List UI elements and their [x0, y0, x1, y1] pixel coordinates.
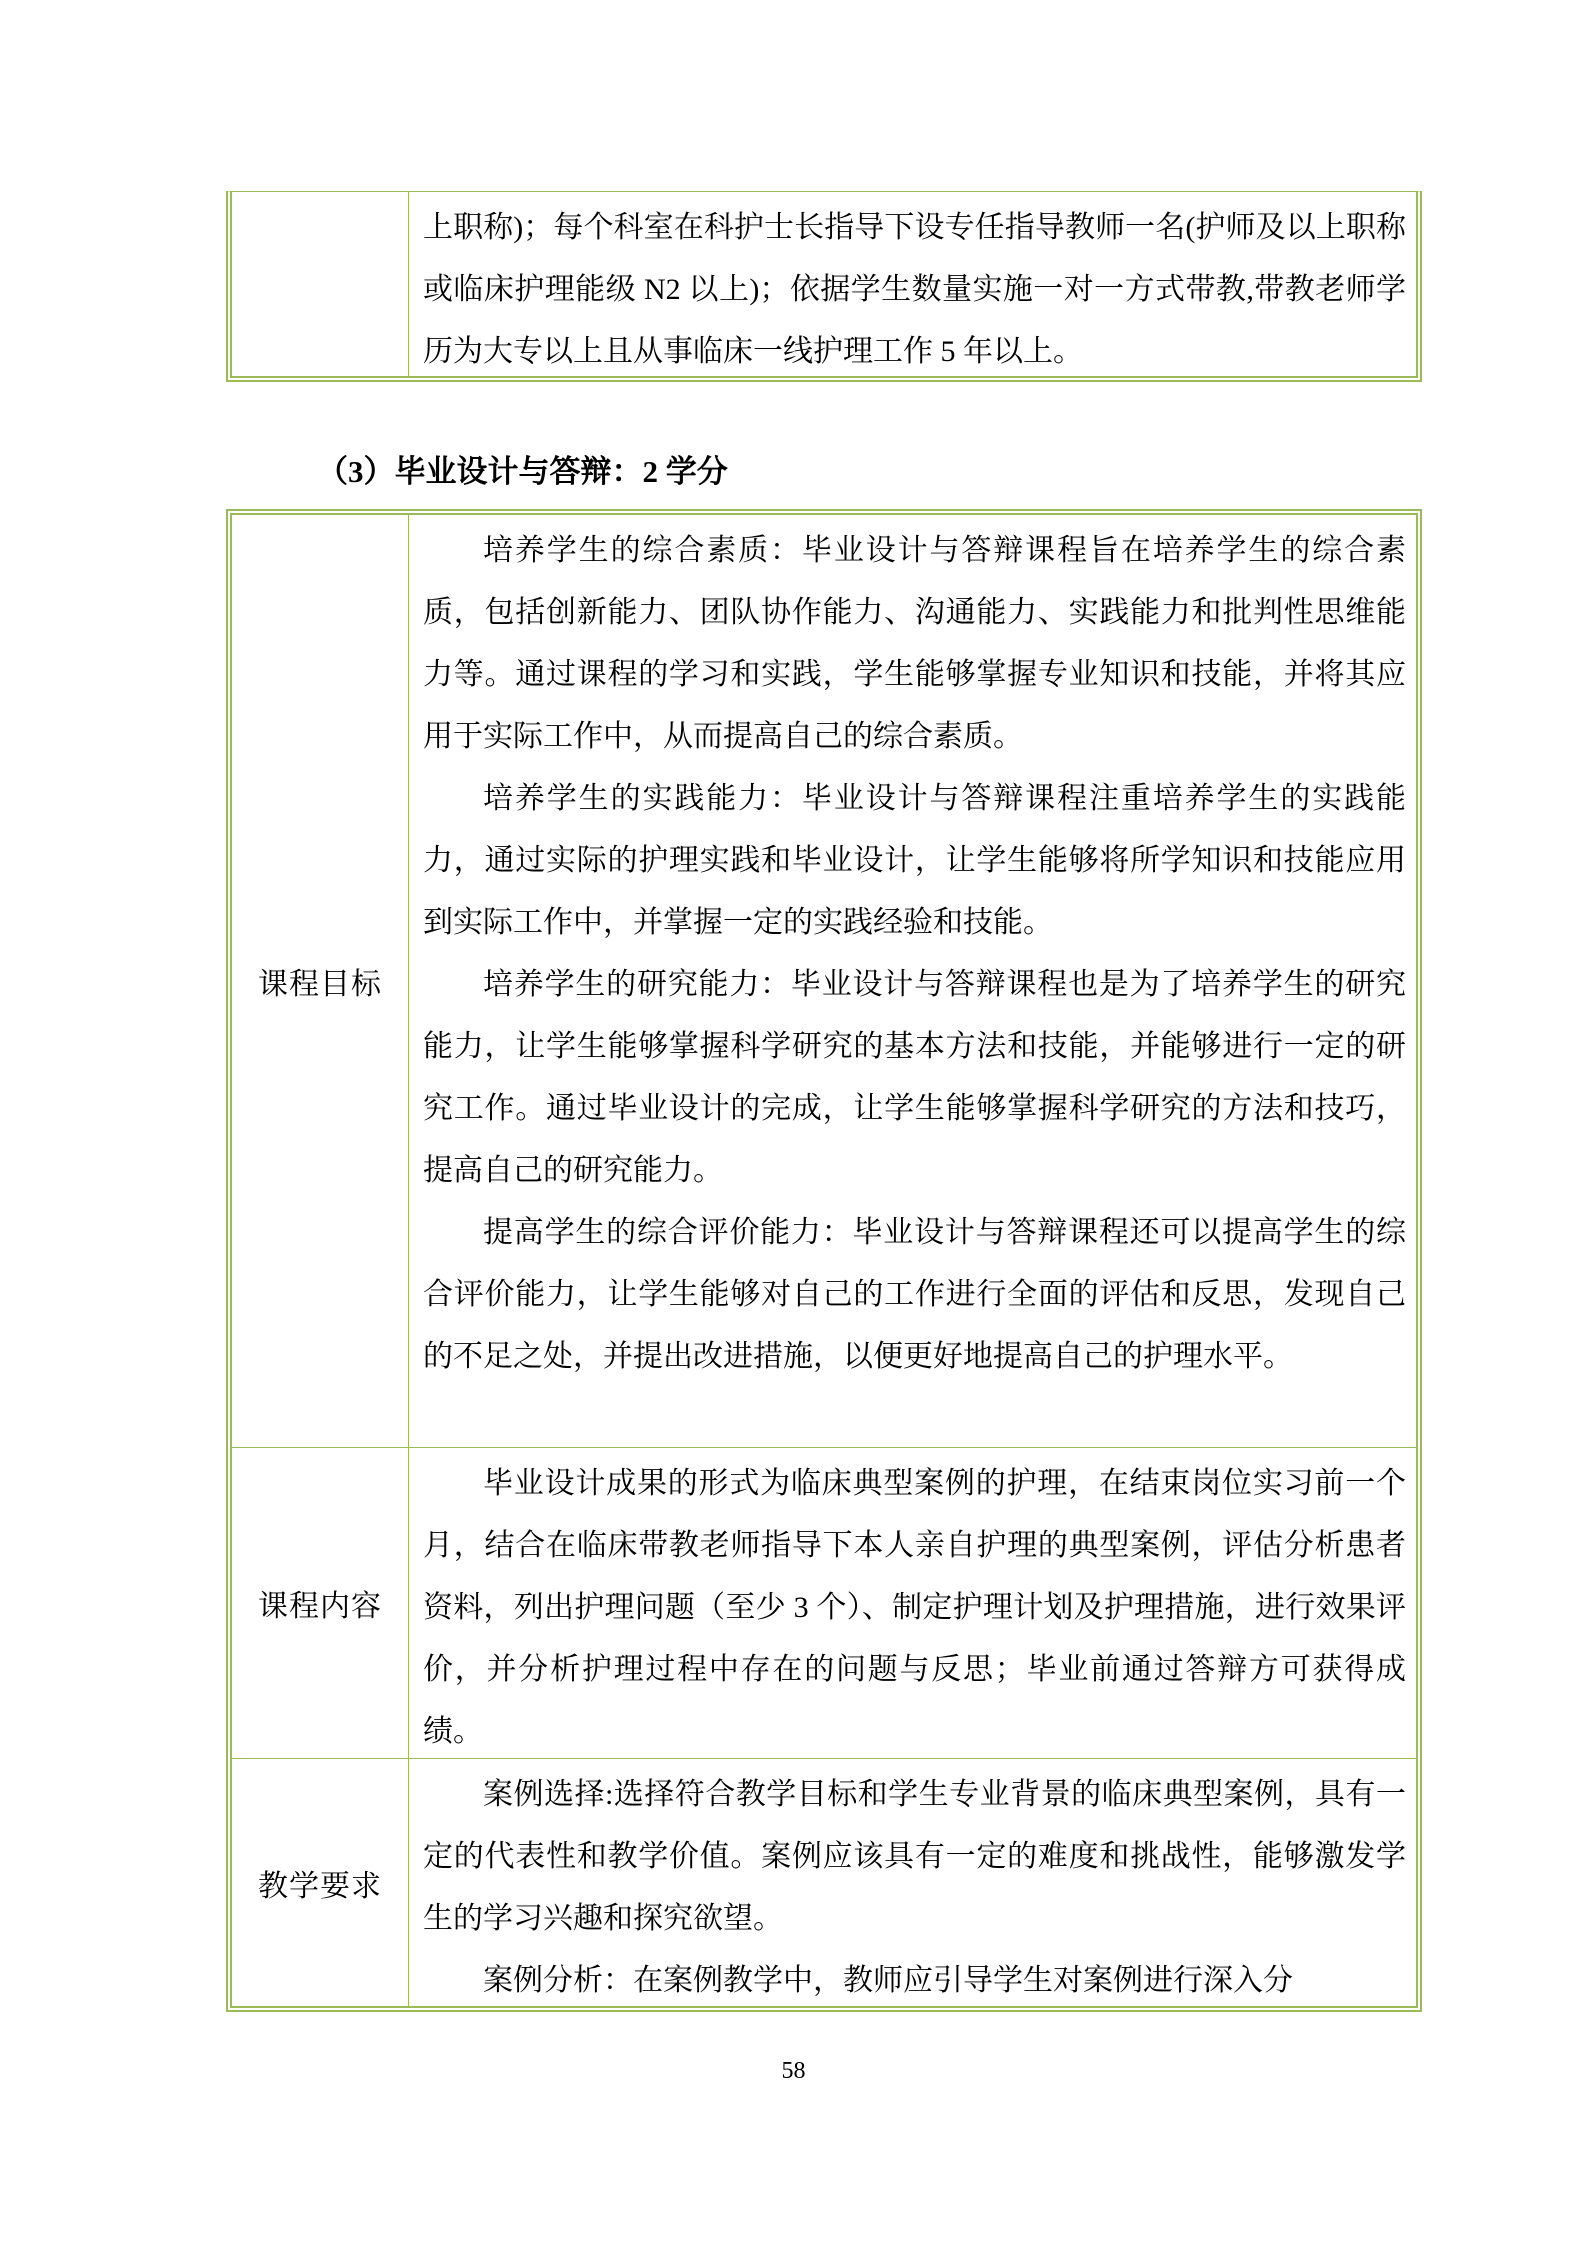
- paragraph: 培养学生的实践能力：毕业设计与答辩课程注重培养学生的实践能力，通过实际的护理实践和毕业设计，让学生能够将所学知识和技能应用到实际工作中，并掌握一定的实践经验和技能。: [423, 782, 1406, 939]
- paragraph: 培养学生的研究能力：毕业设计与答辩课程也是为了培养学生的研究能力，让学生能够掌握科学研究的基本方法和技能，并能够进行一定的研究工作。通过毕业设计的完成，让学生能够掌握科学研究的方法和技巧，提高自己的研究能力。: [423, 968, 1406, 1187]
- course-objectives-content: [409, 515, 1416, 1447]
- paragraph: 案例选择:选择符合教学目标和学生专业背景的临床典型案例，具有一定的代表性和教学价值。案例应该具有一定的难度和挑战性，能够激发学生的学习兴趣和探究欲望。: [423, 1778, 1406, 1935]
- paragraph: 案例分析：在案例教学中，教师应引导学生对案例进行深入分: [483, 1964, 1293, 1997]
- section-heading: （3）毕业设计与答辩：2 学分: [317, 454, 728, 489]
- table-row-course-content: [232, 1447, 1416, 1758]
- paragraph: 提高学生的综合评价能力：毕业设计与答辩课程还可以提高学生的综合评价能力，让学生能够对自己的工作进行全面的评估和反思，发现自己的不足之处，并提出改进措施，以便更好地提高自己的护理水平。: [423, 1216, 1406, 1373]
- paragraph: 培养学生的综合素质：毕业设计与答辩课程旨在培养学生的综合素质，包括创新能力、团队协作能力、沟通能力、实践能力和批判性思维能力等。通过课程的学习和实践，学生能够掌握专业知识和技能，并将其应用于实际工作中，从而提高自己的综合素质。: [423, 534, 1406, 753]
- teaching-requirements-label: 教学要求: [232, 1759, 409, 2006]
- course-objectives-label: 课程目标: [232, 515, 409, 1447]
- continuation-table-label-cell: [232, 192, 409, 376]
- table-row-course-objectives: [232, 515, 1416, 1447]
- course-content-label: 课程内容: [232, 1448, 409, 1758]
- teaching-requirements-content: [409, 1759, 1416, 2006]
- continuation-table: [226, 191, 1422, 382]
- course-table: [226, 509, 1422, 2012]
- paragraph: 毕业设计成果的形式为临床典型案例的护理，在结束岗位实习前一个月，结合在临床带教老师指导下本人亲自护理的典型案例，评估分析患者资料，列出护理问题（至少 3 个）、制定护理计划及护理措施，进行效果评价，并分析护理过程中存在的问题与反思；毕业前通过答辩方可获得成绩。: [423, 1467, 1406, 1748]
- continuation-paragraph: 上职称)；每个科室在科护士长指导下设专任指导教师一名(护师及以上职称或临床护理能级 N2 以上)；依据学生数量实施一对一方式带教,带教老师学历为大专以上且从事临床一线护理工作 5 年以上。: [423, 211, 1406, 368]
- page-number: 58: [781, 2058, 806, 2084]
- continuation-table-content-cell: [409, 192, 1416, 376]
- course-content-content: [409, 1448, 1416, 1758]
- table-row-teaching-requirements: [232, 1758, 1416, 2006]
